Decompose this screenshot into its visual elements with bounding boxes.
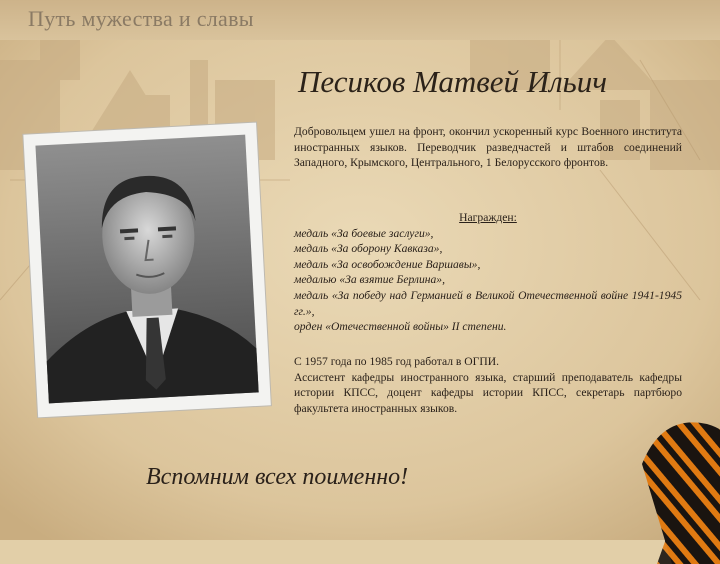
header-title: Путь мужества и славы <box>28 6 254 31</box>
award-item: медаль «За оборону Кавказа», <box>294 242 443 256</box>
biography-text: Добровольцем ушел на фронт, окончил ускоренный курс Военного института иностранных языков. Переводчик разведчастей и штабов соединений Западного, Крымского, Центрального, 1 Белорусского фронтов. <box>294 125 682 170</box>
award-item: орден «Отечественной войны» II степени. <box>294 320 507 334</box>
awards-section <box>294 210 682 335</box>
person-name: Песиков Матвей Ильич <box>298 64 608 99</box>
award-item: медаль «За боевые заслуги», <box>294 226 434 240</box>
award-item: медаль «За освобождение Варшавы», <box>294 257 481 271</box>
award-item: медаль «За победу над Германией в Великой Отечественной войне 1941-1945 гг.», <box>294 288 682 318</box>
portrait-photo <box>22 118 272 418</box>
st-george-ribbon-icon <box>612 404 720 564</box>
award-item: медалью «За взятие Берлина», <box>294 273 445 287</box>
header-bar <box>0 0 720 40</box>
footer-slogan: Вспомним всех поименно! <box>146 464 409 490</box>
career-line: Ассистент кафедры иностранного языка, старший преподаватель кафедры истории КПСС, доцент кафедры истории КПСС, секретарь партбюро факультета иностранных языков. <box>294 370 682 415</box>
career-line: С 1957 года по 1985 год работал в ОГПИ. <box>294 355 500 368</box>
awards-title: Награжден: <box>459 211 517 224</box>
